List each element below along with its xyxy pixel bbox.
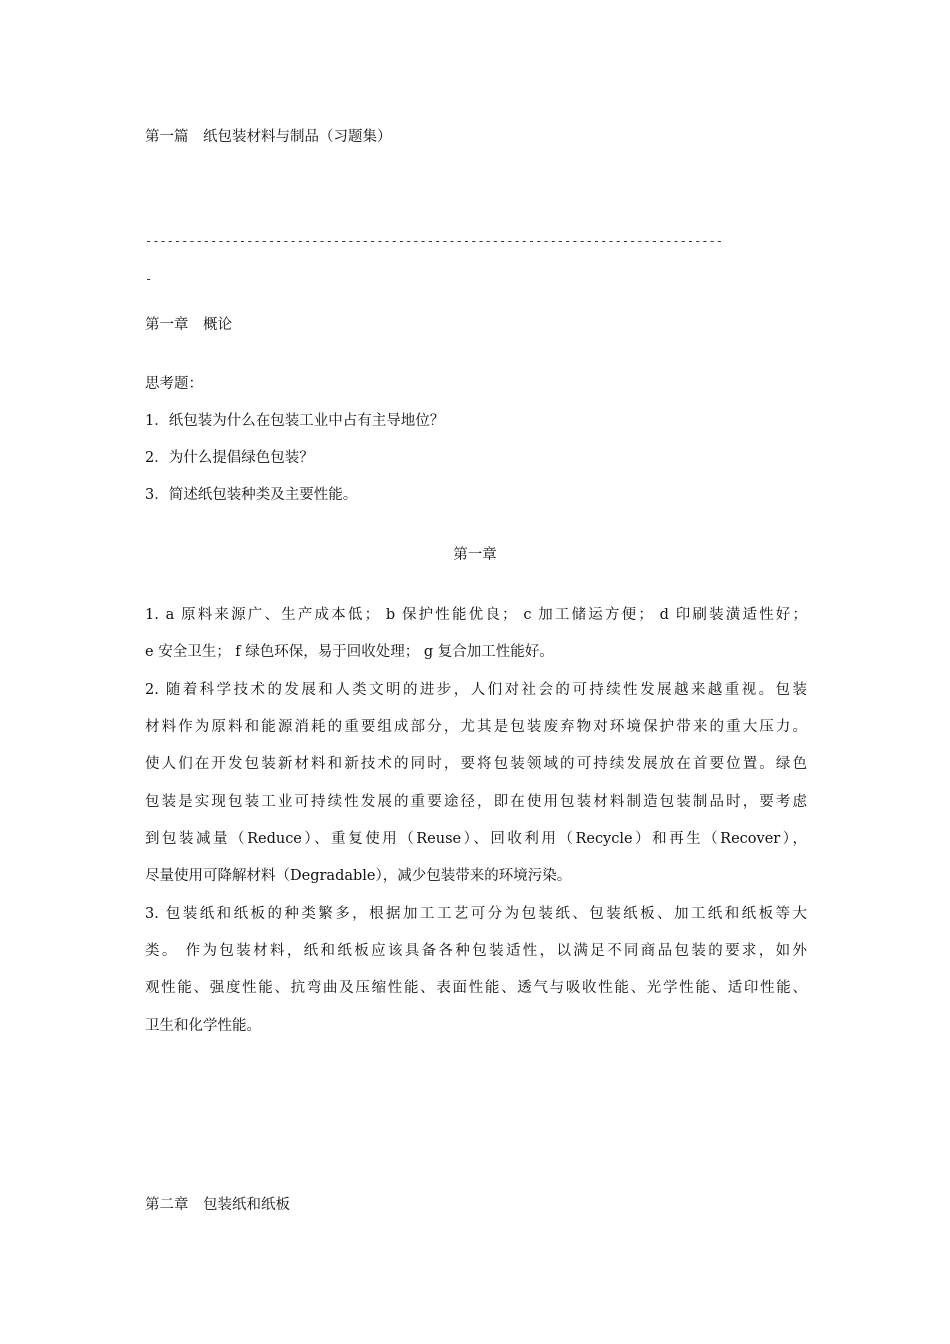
question-item: 2．为什么提倡绿色包装？ (145, 450, 314, 466)
chapter2-title: 第二章 包装纸和纸板 (145, 1197, 290, 1213)
answer-line: 卫生和化学性能。 (145, 1018, 261, 1034)
answer-line: 材料作为原料和能源消耗的重要组成部分，尤其是包装废弃物对环境保护带来的重大压力。 (145, 719, 807, 735)
answer-line: 2. 随着科学技术的发展和人类文明的进步，人们对社会的可持续性发展越来越重视。包装 (145, 682, 807, 698)
question-item: 1．纸包装为什么在包装工业中占有主导地位？ (145, 413, 445, 429)
answer-line: 尽量使用可降解材料（Degradable），减少包装带来的环境污染。 (145, 868, 572, 884)
dashed-divider-tail: - (145, 272, 153, 286)
answer-line: 3. 包装纸和纸板的种类繁多，根据加工工艺可分为包装纸、包装纸板、加工纸和纸板等大 (145, 906, 807, 922)
answers-heading: 第一章 (453, 547, 497, 563)
answer-line: 到包装减量（Reduce）、重复使用（Reuse）、回收利用（Recycle）和再生（Recover）， (145, 831, 807, 847)
answer-line: 观性能、强度性能、抗弯曲及压缩性能、表面性能、透气与吸收性能、光学性能、适印性能、 (145, 980, 807, 996)
answer-line: 使人们在开发包装新材料和新技术的同时，要将包装领域的可持续发展放在首要位置。绿色 (145, 756, 807, 772)
answer-line: 类。 作为包装材料，纸和纸板应该具备各种包装适性，以满足不同商品包装的要求，如外 (145, 943, 807, 959)
answer-line: e 安全卫生； f 绿色环保，易于回收处理； g 复合加工性能好。 (145, 644, 554, 660)
answer-line: 包装是实现包装工业可持续性发展的重要途径，即在使用包装材料制造包装制品时，要考虑 (145, 794, 807, 810)
answer-line: 1. a 原料来源广、生产成本低； b 保护性能优良； c 加工储运方便； d 印刷装潢适性好； (145, 607, 807, 623)
chapter1-title: 第一章 概论 (145, 317, 232, 333)
part-title: 第一篇 纸包装材料与制品（习题集） (145, 129, 392, 145)
question-item: 3．简述纸包装种类及主要性能。 (145, 487, 358, 503)
dashed-divider: -------------------------------------------------------------------------------- (145, 234, 723, 248)
questions-label: 思考题： (145, 376, 203, 392)
